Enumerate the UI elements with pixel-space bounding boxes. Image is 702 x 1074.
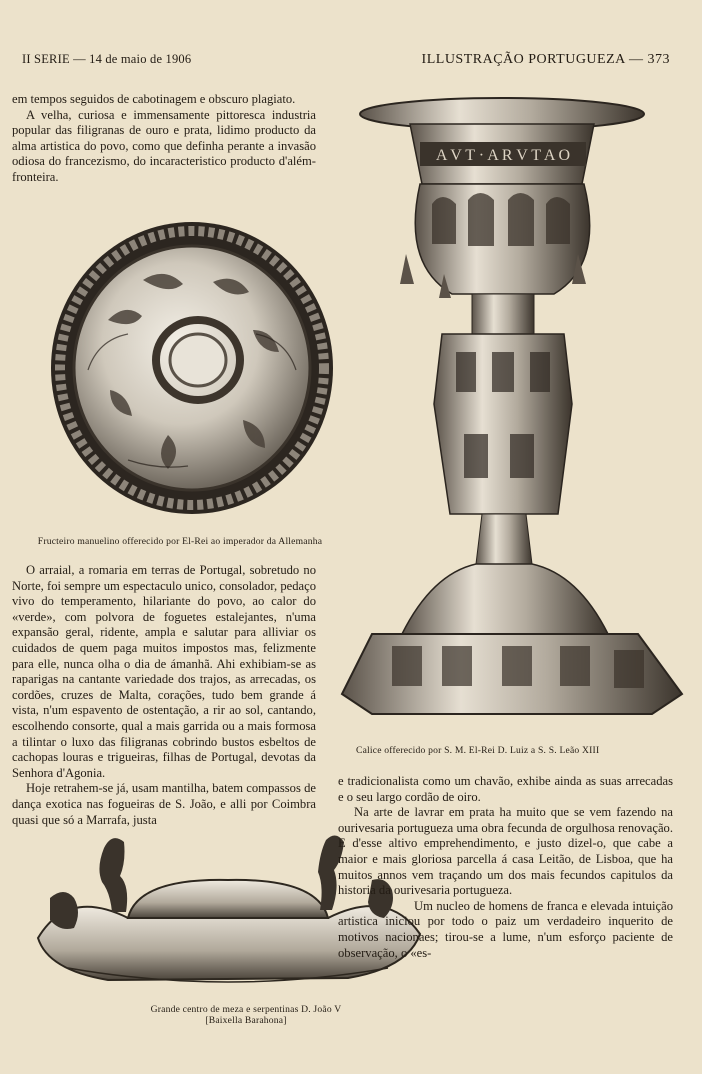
fruteiro-photo [48, 220, 336, 518]
paragraph-hoje: Hoje retrahem-se já, usam mantilha, batem compassos de dança exotica nas fogueiras de S. João, e alli por Coimbra quasi que só a Marrafa, justa [12, 781, 316, 827]
paragraph-filigranas: A velha, curiosa e immensamente pittoresca industria popular das filigranas de ouro e prata, lidimo producto da alma artistica do povo, como que definha perante a invasão odiosa do francezismo, do incaracteristico producto d'além-fronteira. [12, 107, 316, 184]
calice-photo [332, 94, 692, 734]
paragraph-tradicionalista: e tradicionalista como um chavão, exhibe ainda as suas arrecadas e o seu largo cordão de oiro. [338, 774, 673, 804]
caption-centro-line1: Grande centro de meza e serpentinas D. João V [150, 1004, 342, 1015]
right-bottom-text [338, 774, 673, 961]
caption-calice: Calice offerecido por S. M. El-Rei D. Luiz a S. S. Leão XIII [356, 745, 600, 756]
left-middle-text [12, 563, 316, 828]
running-header-right: ILLUSTRAÇÃO PORTUGUEZA — 373 [421, 52, 670, 67]
left-top-text [12, 92, 316, 186]
paragraph-plagiato: em tempos seguidos de cabotinagem e obscuro plagiato. [12, 92, 296, 106]
caption-fruteiro: Fructeiro manuelino offerecido por El-Rei ao imperador da Allemanha [37, 536, 323, 547]
running-header-left: II SERIE — 14 de maio de 1906 [22, 52, 192, 66]
paragraph-nucleo: Um nucleo de homens de franca e elevada intuição artistica iniciou por todo o paiz um verdadeiro inquerito de motivos nacionaes; tirou-se a lume, n'um esforço paciente de observação, o «es- [338, 898, 673, 960]
caption-centro-line2: [Baixella Barahona] [205, 1015, 287, 1026]
chalice-inscription: A V T · A R V T A O [435, 147, 571, 164]
paragraph-arte-de-lavrar: Na arte de lavrar em prata ha muito que se vem fazendo na ourivesaria portugueza uma obra fecunda de orgulhosa renovação. E d'esse altivo emprehendimento, e justo dizel-o, que cabe a maior e mais gloriosa parcella á casa Leitão, de Lisboa, que ha muitos annos vem traçando um dos mais fecundos capitulos da historia da ourivesaria portugueza. [338, 805, 673, 898]
paragraph-arraial: O arraial, a romaria em terras de Portugal, sobretudo no Norte, foi sempre um espectaculo unico, consolador, pedaço vivo do temperamento, hilariante do povo, ao calor do «verde», com polvora de foguetes estalejantes, n'uma expansão geral, ridente, ampla e salutar para alliviar os cuidados de quem paga muitos impostos mas, felizmente para elle, nunca olha o dia de ámanhã. Ahi exhibiam-se as raparigas na cantante variedade dos trajos, as arrecadas, os cordões, cruzes de Malta, corações, tudo bem grande á vista, n'um espavento de ostentação, a rir ao sol, cantando, escolhendo consorte, qual a mais garrida ou a mais formosa a tilintar o luxo das filigranas cobrindo bustos esbeltos de cachopas louras e trigueiras, filhas de Portugal, devotas da Senhora d'Agonia. [12, 563, 316, 780]
caption-centro [86, 1004, 406, 1026]
